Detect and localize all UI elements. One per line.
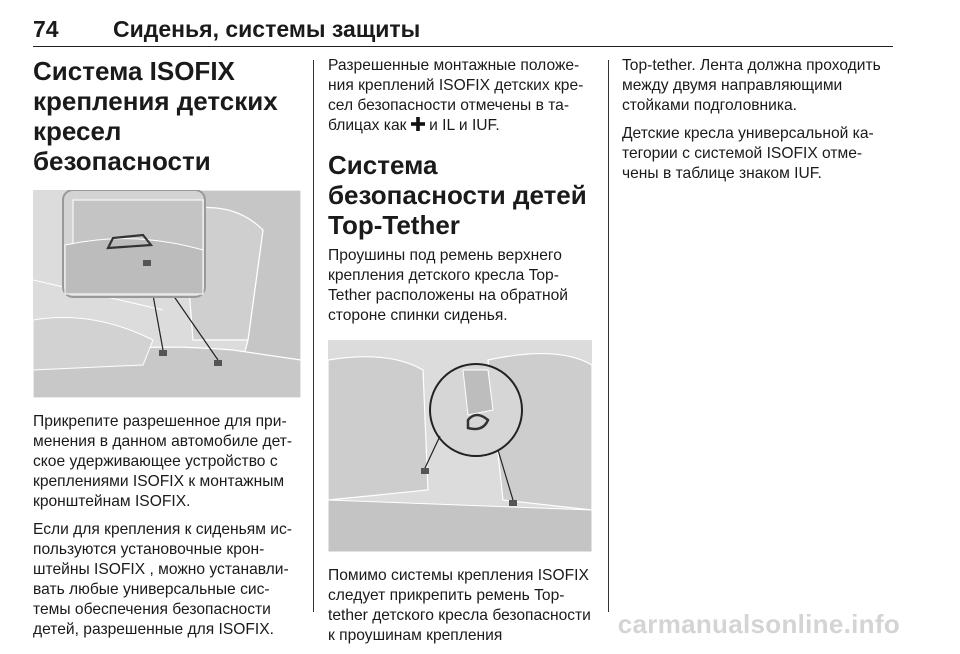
- column-2: [328, 56, 596, 654]
- col2-paragraph-1: [328, 56, 596, 136]
- column-1: [33, 56, 301, 648]
- header-title: Сиденья, системы защиты: [113, 16, 421, 42]
- watermark: carmanualsonline.info: [617, 609, 900, 639]
- section-heading-top-tether: Система безопасности детей Top-Tether: [328, 150, 587, 240]
- column-divider: [608, 60, 609, 612]
- isofix-seat-illustration: [33, 190, 301, 398]
- col1-paragraph-1: Прикрепите разрешенное для применения в данном автомобиле детское удерживающее устройство с креплениями ISOFIX к монтажным кронштейнам ISOFIX.: [33, 413, 293, 510]
- col2-paragraph-3: Помимо системы крепления ISOFIX следует прикрепить ремень Top-tether детского кресла безопасности к проушинам крепления: [328, 567, 591, 644]
- page-number: 74: [33, 16, 59, 42]
- top-tether-illustration: [328, 340, 592, 552]
- column-divider: [313, 60, 314, 612]
- col2-paragraph-1-end: и IL и IUF.: [424, 117, 500, 134]
- col3-paragraph-1: Top-tether. Лента должна проходить между двумя направляющими стойками подголовника.: [622, 57, 881, 114]
- col3-paragraph-2: Детские кресла универсальной категории с системой ISOFIX отмечены в таблице знаком IUF.: [622, 125, 874, 182]
- column-3: [622, 56, 892, 192]
- section-heading-isofix: Система ISOFIX крепления детских кресел безопасности: [33, 56, 278, 176]
- col1-paragraph-2: Если для крепления к сиденьям используются установочные кронштейны ISOFIX , можно устанавливать любые универсальные системы обеспечения безопасности детей, разрешенные для ISOFIX.: [33, 521, 292, 638]
- page-header: [33, 16, 893, 47]
- col2-paragraph-1-start: Разрешенные монтажные положения креплений ISOFIX детских кресел безопасности отмечены в таблицах как: [328, 57, 584, 134]
- col2-paragraph-2: Проушины под ремень верхнего крепления детского кресла Top-Tether расположены на обратной стороне спинки сиденья.: [328, 247, 568, 324]
- isofix-plus-icon: [411, 117, 425, 131]
